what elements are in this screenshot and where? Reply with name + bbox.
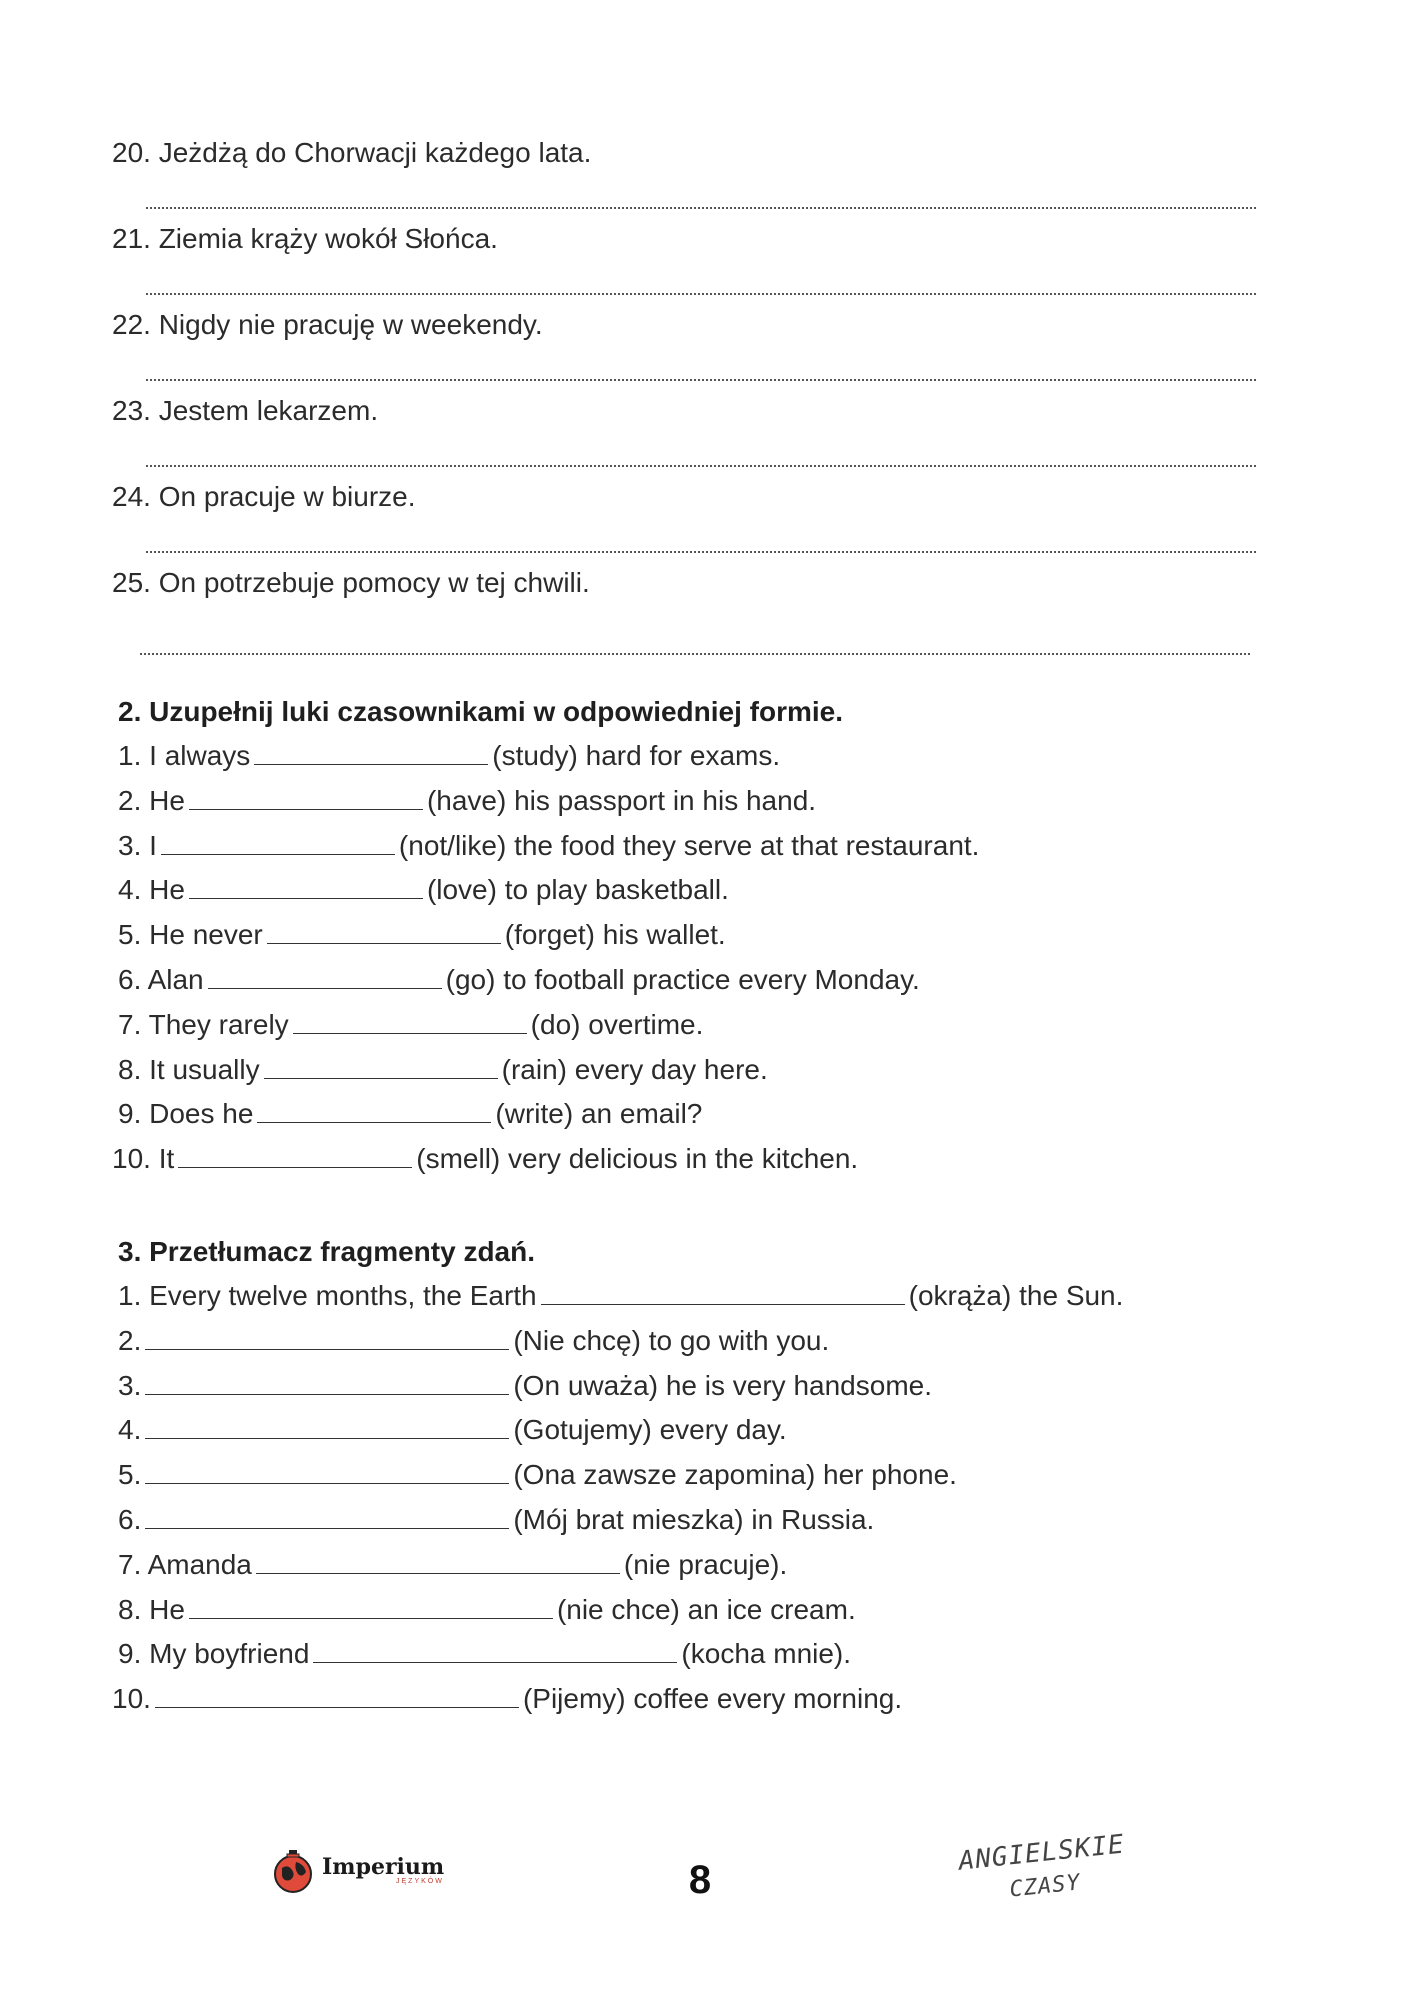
line-suffix: (write) an email?: [495, 1098, 703, 1130]
page-number: 8: [688, 1858, 712, 1902]
logo-text: [322, 1856, 444, 1886]
line-suffix: (have) his passport in his hand.: [426, 784, 817, 816]
blank-field[interactable]: [155, 1681, 519, 1708]
blank-field[interactable]: [161, 828, 395, 855]
exercise-line: [118, 1632, 1123, 1677]
line-prefix: 4. He: [118, 874, 185, 906]
line-prefix: 6.: [118, 1503, 142, 1535]
blank-field[interactable]: [145, 1412, 509, 1439]
line-prefix: 10. It: [112, 1143, 175, 1175]
line-suffix: (On uważa) he is very handsome.: [513, 1369, 932, 1401]
line-suffix: (kocha mnie).: [681, 1638, 852, 1670]
line-suffix: (Ona zawsze zapomina) her phone.: [513, 1459, 957, 1491]
blank-field[interactable]: [145, 1323, 509, 1350]
line-suffix: (do) overtime.: [530, 1008, 704, 1040]
exercise-line: [118, 1588, 1123, 1633]
blank-field[interactable]: [293, 1007, 527, 1034]
answer-line[interactable]: [146, 379, 1256, 381]
blank-field[interactable]: [145, 1368, 509, 1395]
list-item: [112, 391, 1262, 477]
blank-field[interactable]: [145, 1457, 509, 1484]
answer-line[interactable]: [146, 293, 1256, 295]
line-suffix: (okrąża) the Sun.: [908, 1280, 1124, 1311]
sentence-text: 24. On pracuje w biurze.: [112, 481, 416, 512]
line-prefix: 7. Amanda: [118, 1548, 252, 1580]
line-suffix: (go) to football practice every Monday.: [445, 963, 920, 995]
line-suffix: (Pijemy) coffee every morning.: [522, 1683, 903, 1715]
exercise-line: [112, 1677, 1123, 1722]
line-prefix: 9. My boyfriend: [118, 1638, 310, 1670]
translation-list: [112, 133, 1262, 649]
sentence-text: 23. Jestem lekarzem.: [112, 395, 379, 426]
exercise-line: [118, 1048, 979, 1093]
section-title: 3. Przetłumacz fragmenty zdań.: [118, 1236, 536, 1267]
line-prefix: 6. Alan: [118, 963, 204, 995]
blank-field[interactable]: [264, 1052, 498, 1079]
exercise-line: [118, 1543, 1123, 1588]
blank-field[interactable]: [145, 1502, 509, 1529]
exercise-line: [118, 913, 979, 958]
line-prefix: 5. He never: [118, 919, 263, 951]
blank-field[interactable]: [256, 1547, 620, 1574]
blank-field[interactable]: [178, 1141, 412, 1168]
angielskie-czasy-logo: [957, 1829, 1129, 1907]
exercise-line: [118, 958, 979, 1003]
exercise-line: [118, 1364, 1123, 1409]
line-prefix: 7. They rarely: [118, 1008, 289, 1040]
answer-line[interactable]: [146, 551, 1256, 553]
line-prefix: 10.: [112, 1683, 151, 1715]
answer-line[interactable]: [146, 207, 1256, 209]
exercise-line: [118, 1092, 979, 1137]
list-item: [112, 563, 1262, 649]
list-item: [112, 477, 1262, 563]
exercise-3: [112, 1230, 1124, 1722]
imperium-logo: [270, 1848, 444, 1894]
globe-icon: [270, 1848, 316, 1894]
line-prefix: 2.: [118, 1324, 142, 1356]
line-suffix: (not/like) the food they serve at that restaurant.: [398, 829, 980, 861]
exercise-line: [118, 1453, 1123, 1498]
line-suffix: (nie chce) an ice cream.: [556, 1593, 856, 1625]
blank-field[interactable]: [189, 1592, 553, 1619]
blank-field[interactable]: [313, 1636, 677, 1663]
sentence-text: 20. Jeżdżą do Chorwacji każdego lata.: [112, 137, 592, 168]
exercise-line: [118, 1319, 1123, 1364]
blank-field[interactable]: [541, 1278, 905, 1305]
brand-line-1: ANGIELSKIE: [957, 1829, 1127, 1877]
blank-field[interactable]: [189, 872, 423, 899]
sentence-text: 25. On potrzebuje pomocy w tej chwili.: [112, 567, 590, 598]
blank-field[interactable]: [267, 917, 501, 944]
exercise-line: [118, 1003, 979, 1048]
list-item: [112, 133, 1262, 219]
line-suffix: (Nie chcę) to go with you.: [513, 1324, 830, 1356]
list-item: [112, 219, 1262, 305]
exercise-line: [118, 824, 979, 869]
line-prefix: 8. He: [118, 1593, 185, 1625]
exercise-line: [112, 1137, 979, 1182]
answer-line[interactable]: [140, 653, 1250, 655]
line-suffix: (nie pracuje).: [623, 1548, 788, 1580]
line-prefix: 5.: [118, 1459, 142, 1491]
exercise-line: [118, 1408, 1123, 1453]
answer-line[interactable]: [146, 465, 1256, 467]
blank-field[interactable]: [208, 962, 442, 989]
logo-name: Imperium: [322, 1854, 445, 1880]
line-prefix: 3. I: [118, 829, 157, 861]
blank-field[interactable]: [257, 1096, 491, 1123]
line-prefix: 9. Does he: [118, 1098, 254, 1130]
exercise-line: [118, 1498, 1123, 1543]
exercise-line: [118, 1274, 1123, 1319]
exercise-line: [118, 868, 979, 913]
line-prefix: 8. It usually: [118, 1053, 260, 1085]
line-prefix: 3.: [118, 1369, 142, 1401]
blank-field[interactable]: [254, 738, 488, 765]
line-prefix: 4.: [118, 1414, 142, 1446]
line-suffix: (rain) every day here.: [501, 1053, 768, 1085]
sentence-text: 22. Nigdy nie pracuję w weekendy.: [112, 309, 543, 340]
line-prefix: 1. I always: [118, 740, 251, 771]
exercise-line: [118, 779, 979, 824]
blank-field[interactable]: [189, 783, 423, 810]
exercise-line: [118, 734, 979, 779]
line-prefix: 1. Every twelve months, the Earth: [118, 1280, 537, 1311]
line-suffix: (love) to play basketball.: [426, 874, 729, 906]
exercise-2: [112, 690, 980, 1182]
brand-line-2: CZASY: [1008, 1870, 1082, 1903]
sentence-text: 21. Ziemia krąży wokół Słońca.: [112, 223, 498, 254]
line-suffix: (smell) very delicious in the kitchen.: [416, 1143, 859, 1175]
line-prefix: 2. He: [118, 784, 185, 816]
list-item: [112, 305, 1262, 391]
line-suffix: (forget) his wallet.: [504, 919, 726, 951]
line-suffix: (Mój brat mieszka) in Russia.: [513, 1503, 875, 1535]
section-title: 2. Uzupełnij luki czasownikami w odpowiedniej formie.: [118, 696, 844, 727]
line-suffix: (Gotujemy) every day.: [513, 1414, 787, 1446]
line-suffix: (study) hard for exams.: [492, 740, 781, 771]
logo-subtitle: JĘZYKÓW: [396, 1878, 444, 1885]
